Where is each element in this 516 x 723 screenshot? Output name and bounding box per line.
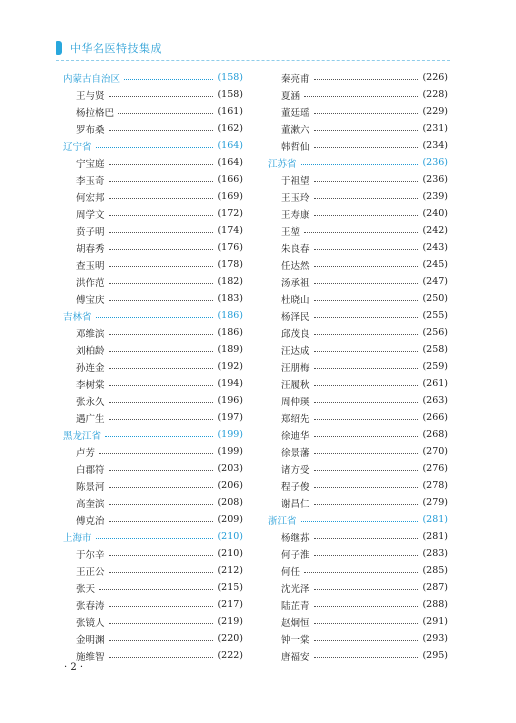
- leader-dots: [314, 436, 419, 437]
- entry-name: 陆芷青: [281, 600, 310, 612]
- leader-dots: [314, 555, 419, 556]
- toc-right-column: [268, 69, 448, 664]
- entry-name: 李玉奇: [76, 175, 105, 187]
- toc-entry: [268, 579, 448, 596]
- page-reference: (209): [217, 514, 243, 525]
- page-reference: (281): [422, 531, 448, 542]
- page-header: [56, 39, 162, 57]
- toc-entry: [63, 392, 243, 409]
- toc-entry: [63, 86, 243, 103]
- toc-entry: [63, 579, 243, 596]
- leader-dots: [314, 402, 419, 403]
- page-reference: (258): [422, 344, 448, 355]
- entry-name: 张永久: [76, 396, 105, 408]
- leader-dots: [109, 504, 214, 505]
- page-reference: (285): [422, 565, 448, 576]
- page-reference: (263): [422, 395, 448, 406]
- page-reference: (236): [422, 157, 448, 168]
- page-reference: (229): [422, 106, 448, 117]
- toc-entry: [268, 426, 448, 443]
- page-reference: (158): [217, 89, 243, 100]
- page-reference: (293): [422, 633, 448, 644]
- leader-dots: [314, 606, 419, 607]
- entry-name: 王堃: [281, 226, 301, 238]
- entry-name: 周仲瑛: [281, 396, 310, 408]
- leader-dots: [109, 198, 214, 199]
- entry-name: 郑绍先: [281, 413, 310, 425]
- toc-entry: [63, 290, 243, 307]
- entry-name: 周学文: [76, 209, 105, 221]
- leader-dots: [314, 470, 419, 471]
- entry-name: 杨拉格巴: [76, 107, 115, 119]
- entry-name: 汤承祖: [281, 277, 310, 289]
- entry-name: 施维智: [76, 651, 105, 663]
- entry-name: 何宏邦: [76, 192, 105, 204]
- toc-entry: [63, 154, 243, 171]
- page-reference: (172): [217, 208, 243, 219]
- toc-entry: [63, 239, 243, 256]
- page-reference: (197): [217, 412, 243, 423]
- page-reference: (166): [217, 174, 243, 185]
- entry-name: 傅克治: [76, 515, 105, 527]
- toc-section-heading: [63, 137, 243, 154]
- entry-name: 谢昌仁: [281, 498, 310, 510]
- header-divider: [56, 60, 450, 61]
- page-reference: (164): [217, 140, 243, 151]
- page-reference: (255): [422, 310, 448, 321]
- section-name: 浙江省: [268, 515, 297, 527]
- page-reference: (183): [217, 293, 243, 304]
- toc-entry: [63, 120, 243, 137]
- page-reference: (278): [422, 480, 448, 491]
- section-name: 吉林省: [63, 311, 92, 323]
- leader-dots: [99, 453, 213, 454]
- leader-dots: [109, 96, 214, 97]
- toc-entry: [268, 324, 448, 341]
- page-reference: (266): [422, 412, 448, 423]
- leader-dots: [109, 470, 214, 471]
- entry-name: 诸方受: [281, 464, 310, 476]
- toc-entry: [63, 188, 243, 205]
- entry-name: 白郡符: [76, 464, 105, 476]
- section-name: 黑龙江省: [63, 430, 102, 442]
- leader-dots: [109, 232, 214, 233]
- entry-name: 王正公: [76, 566, 105, 578]
- page-reference: (210): [217, 531, 243, 542]
- toc-entry: [63, 256, 243, 273]
- page-reference: (287): [422, 582, 448, 593]
- leader-dots: [314, 640, 419, 641]
- page-reference: (242): [422, 225, 448, 236]
- leader-dots: [109, 419, 214, 420]
- leader-dots: [109, 181, 214, 182]
- page-reference: (261): [422, 378, 448, 389]
- toc-entry: [268, 120, 448, 137]
- toc-entry: [268, 460, 448, 477]
- toc-entry: [63, 562, 243, 579]
- page-reference: (158): [217, 72, 243, 83]
- entry-name: 赵炯恒: [281, 617, 310, 629]
- entry-name: 杨泽民: [281, 311, 310, 323]
- toc-entry: [268, 171, 448, 188]
- page-reference: (268): [422, 429, 448, 440]
- leader-dots: [109, 368, 214, 369]
- entry-name: 秦亮甫: [281, 73, 310, 85]
- leader-dots: [109, 521, 214, 522]
- leader-dots: [109, 266, 214, 267]
- toc-entry: [268, 86, 448, 103]
- entry-name: 朱良春: [281, 243, 310, 255]
- toc-entry: [268, 647, 448, 664]
- toc-section-heading: [63, 426, 243, 443]
- toc-section-heading: [268, 511, 448, 528]
- entry-name: 胡春秀: [76, 243, 105, 255]
- leader-dots: [105, 436, 213, 437]
- page-reference: (186): [217, 310, 243, 321]
- toc-entry: [63, 171, 243, 188]
- toc-entry: [268, 290, 448, 307]
- page-reference: (226): [422, 72, 448, 83]
- leader-dots: [314, 147, 419, 148]
- leader-dots: [96, 538, 214, 539]
- entry-name: 任达然: [281, 260, 310, 272]
- entry-name: 沈光泽: [281, 583, 310, 595]
- toc-entry: [268, 256, 448, 273]
- toc-entry: [63, 324, 243, 341]
- entry-name: 杨继荪: [281, 532, 310, 544]
- entry-name: 贲子明: [76, 226, 105, 238]
- leader-dots: [314, 623, 419, 624]
- page-reference: (194): [217, 378, 243, 389]
- page-reference: (236): [422, 174, 448, 185]
- leader-dots: [301, 164, 419, 165]
- leader-dots: [314, 385, 419, 386]
- leader-dots: [314, 130, 419, 131]
- toc-entry: [63, 511, 243, 528]
- entry-name: 王玉玲: [281, 192, 310, 204]
- toc-entry: [268, 358, 448, 375]
- leader-dots: [109, 555, 214, 556]
- entry-name: 卢芳: [76, 447, 96, 459]
- leader-dots: [314, 419, 419, 420]
- toc-entry: [268, 273, 448, 290]
- leader-dots: [96, 147, 214, 148]
- leader-dots: [109, 283, 214, 284]
- entry-name: 孙连金: [76, 362, 105, 374]
- toc-entry: [268, 205, 448, 222]
- toc-section-heading: [63, 528, 243, 545]
- page-reference: (219): [217, 616, 243, 627]
- leader-dots: [109, 334, 214, 335]
- page-reference: (176): [217, 242, 243, 253]
- page-reference: (192): [217, 361, 243, 372]
- toc-entry: [268, 477, 448, 494]
- entry-name: 金明渊: [76, 634, 105, 646]
- leader-dots: [314, 266, 419, 267]
- page-reference: (162): [217, 123, 243, 134]
- leader-dots: [109, 640, 214, 641]
- entry-name: 韩哲仙: [281, 141, 310, 153]
- book-title: 中华名医特技集成: [70, 42, 162, 55]
- entry-name: 何子淮: [281, 549, 310, 561]
- leader-dots: [314, 79, 419, 80]
- page-reference: (174): [217, 225, 243, 236]
- page-reference: (178): [217, 259, 243, 270]
- leader-dots: [118, 113, 213, 114]
- page-reference: (250): [422, 293, 448, 304]
- toc-entry: [268, 188, 448, 205]
- page-reference: (270): [422, 446, 448, 457]
- leader-dots: [301, 521, 419, 522]
- toc-entry: [63, 596, 243, 613]
- entry-name: 王与贤: [76, 90, 105, 102]
- toc-section-heading: [268, 154, 448, 171]
- page-reference: (206): [217, 480, 243, 491]
- page-reference: (169): [217, 191, 243, 202]
- toc-entry: [268, 613, 448, 630]
- leader-dots: [109, 130, 214, 131]
- section-name: 内蒙古自治区: [63, 73, 121, 85]
- page-reference: (222): [217, 650, 243, 661]
- leader-dots: [314, 198, 419, 199]
- page-reference: (217): [217, 599, 243, 610]
- leader-dots: [124, 79, 213, 80]
- entry-name: 宁宝庭: [76, 158, 105, 170]
- toc-entry: [268, 494, 448, 511]
- entry-name: 遇广生: [76, 413, 105, 425]
- leader-dots: [314, 487, 419, 488]
- leader-dots: [99, 589, 213, 590]
- entry-name: 夏涵: [281, 90, 301, 102]
- page-reference: (215): [217, 582, 243, 593]
- leader-dots: [109, 164, 214, 165]
- page-reference: (203): [217, 463, 243, 474]
- leader-dots: [109, 215, 214, 216]
- leader-dots: [109, 385, 214, 386]
- page-number: · 2 ·: [64, 662, 84, 673]
- page-reference: (243): [422, 242, 448, 253]
- page-reference: (220): [217, 633, 243, 644]
- toc-entry: [268, 443, 448, 460]
- entry-name: 邓维滨: [76, 328, 105, 340]
- toc-entry: [268, 409, 448, 426]
- toc-entry: [63, 205, 243, 222]
- toc-entry: [63, 375, 243, 392]
- toc-entry: [63, 443, 243, 460]
- section-name: 江苏省: [268, 158, 297, 170]
- leader-dots: [314, 215, 419, 216]
- page-reference: (276): [422, 463, 448, 474]
- page-reference: (208): [217, 497, 243, 508]
- toc-entry: [63, 341, 243, 358]
- toc-entry: [63, 409, 243, 426]
- leader-dots: [109, 300, 214, 301]
- toc-entry: [268, 239, 448, 256]
- leader-dots: [96, 317, 214, 318]
- toc-entry: [63, 222, 243, 239]
- toc-entry: [63, 103, 243, 120]
- leader-dots: [314, 334, 419, 335]
- entry-name: 徐景藩: [281, 447, 310, 459]
- page-reference: (245): [422, 259, 448, 270]
- entry-name: 徐迪华: [281, 430, 310, 442]
- header-marker: [56, 41, 62, 55]
- entry-name: 董漱六: [281, 124, 310, 136]
- entry-name: 汪履秋: [281, 379, 310, 391]
- toc-entry: [268, 528, 448, 545]
- leader-dots: [109, 606, 214, 607]
- entry-name: 张天: [76, 583, 96, 595]
- page-reference: (247): [422, 276, 448, 287]
- leader-dots: [314, 317, 419, 318]
- leader-dots: [314, 453, 419, 454]
- entry-name: 程子俊: [281, 481, 310, 493]
- toc-entry: [268, 630, 448, 647]
- entry-name: 杜晓山: [281, 294, 310, 306]
- toc-entry: [268, 103, 448, 120]
- toc-entry: [268, 137, 448, 154]
- entry-name: 查玉明: [76, 260, 105, 272]
- entry-name: 钟一棠: [281, 634, 310, 646]
- toc-entry: [63, 545, 243, 562]
- toc-entry: [268, 222, 448, 239]
- section-name: 上海市: [63, 532, 92, 544]
- leader-dots: [109, 657, 214, 658]
- leader-dots: [109, 572, 214, 573]
- entry-name: 唐福安: [281, 651, 310, 663]
- page-reference: (283): [422, 548, 448, 559]
- page-reference: (295): [422, 650, 448, 661]
- entry-name: 罗布桑: [76, 124, 105, 136]
- page-reference: (228): [422, 89, 448, 100]
- entry-name: 高奎滨: [76, 498, 105, 510]
- entry-name: 陈景河: [76, 481, 105, 493]
- toc-entry: [268, 307, 448, 324]
- toc-entry: [63, 630, 243, 647]
- leader-dots: [314, 504, 419, 505]
- toc-section-heading: [63, 307, 243, 324]
- leader-dots: [314, 113, 419, 114]
- page-reference: (239): [422, 191, 448, 202]
- entry-name: 张春涛: [76, 600, 105, 612]
- leader-dots: [314, 657, 419, 658]
- toc-entry: [63, 460, 243, 477]
- leader-dots: [304, 232, 418, 233]
- page-reference: (182): [217, 276, 243, 287]
- page-reference: (279): [422, 497, 448, 508]
- entry-name: 刘柏龄: [76, 345, 105, 357]
- leader-dots: [109, 487, 214, 488]
- page-reference: (199): [217, 429, 243, 440]
- entry-name: 张镜人: [76, 617, 105, 629]
- toc-entry: [268, 562, 448, 579]
- entry-name: 李树棠: [76, 379, 105, 391]
- entry-name: 何任: [281, 566, 301, 578]
- page-reference: (186): [217, 327, 243, 338]
- leader-dots: [314, 538, 419, 539]
- page-reference: (234): [422, 140, 448, 151]
- leader-dots: [304, 96, 418, 97]
- entry-name: 洪作范: [76, 277, 105, 289]
- toc-entry: [63, 477, 243, 494]
- toc-entry: [63, 647, 243, 664]
- toc-entry: [268, 545, 448, 562]
- page-reference: (199): [217, 446, 243, 457]
- toc-entry: [63, 358, 243, 375]
- page-reference: (259): [422, 361, 448, 372]
- page-reference: (281): [422, 514, 448, 525]
- entry-name: 董廷瑶: [281, 107, 310, 119]
- toc-entry: [63, 613, 243, 630]
- section-name: 辽宁省: [63, 141, 92, 153]
- page-reference: (231): [422, 123, 448, 134]
- entry-name: 于尔辛: [76, 549, 105, 561]
- leader-dots: [314, 249, 419, 250]
- toc-entry: [268, 596, 448, 613]
- toc-left-column: [63, 69, 243, 664]
- leader-dots: [314, 181, 419, 182]
- leader-dots: [304, 572, 418, 573]
- leader-dots: [109, 623, 214, 624]
- toc-entry: [268, 341, 448, 358]
- leader-dots: [109, 402, 214, 403]
- leader-dots: [314, 368, 419, 369]
- leader-dots: [109, 249, 214, 250]
- entry-name: 王寿康: [281, 209, 310, 221]
- leader-dots: [314, 589, 419, 590]
- page-reference: (212): [217, 565, 243, 576]
- entry-name: 汪朋梅: [281, 362, 310, 374]
- toc-entry: [268, 392, 448, 409]
- entry-name: 傅宝庆: [76, 294, 105, 306]
- page-reference: (164): [217, 157, 243, 168]
- page-reference: (256): [422, 327, 448, 338]
- entry-name: 汪达成: [281, 345, 310, 357]
- page-reference: (288): [422, 599, 448, 610]
- page-reference: (189): [217, 344, 243, 355]
- page-reference: (291): [422, 616, 448, 627]
- leader-dots: [314, 351, 419, 352]
- entry-name: 于祖望: [281, 175, 310, 187]
- toc-section-heading: [63, 69, 243, 86]
- page-reference: (196): [217, 395, 243, 406]
- page-reference: (161): [217, 106, 243, 117]
- entry-name: 邱茂良: [281, 328, 310, 340]
- leader-dots: [314, 300, 419, 301]
- leader-dots: [314, 283, 419, 284]
- toc-entry: [63, 494, 243, 511]
- page-reference: (240): [422, 208, 448, 219]
- toc-entry: [63, 273, 243, 290]
- toc-entry: [268, 375, 448, 392]
- leader-dots: [109, 351, 214, 352]
- toc-entry: [268, 69, 448, 86]
- page-reference: (210): [217, 548, 243, 559]
